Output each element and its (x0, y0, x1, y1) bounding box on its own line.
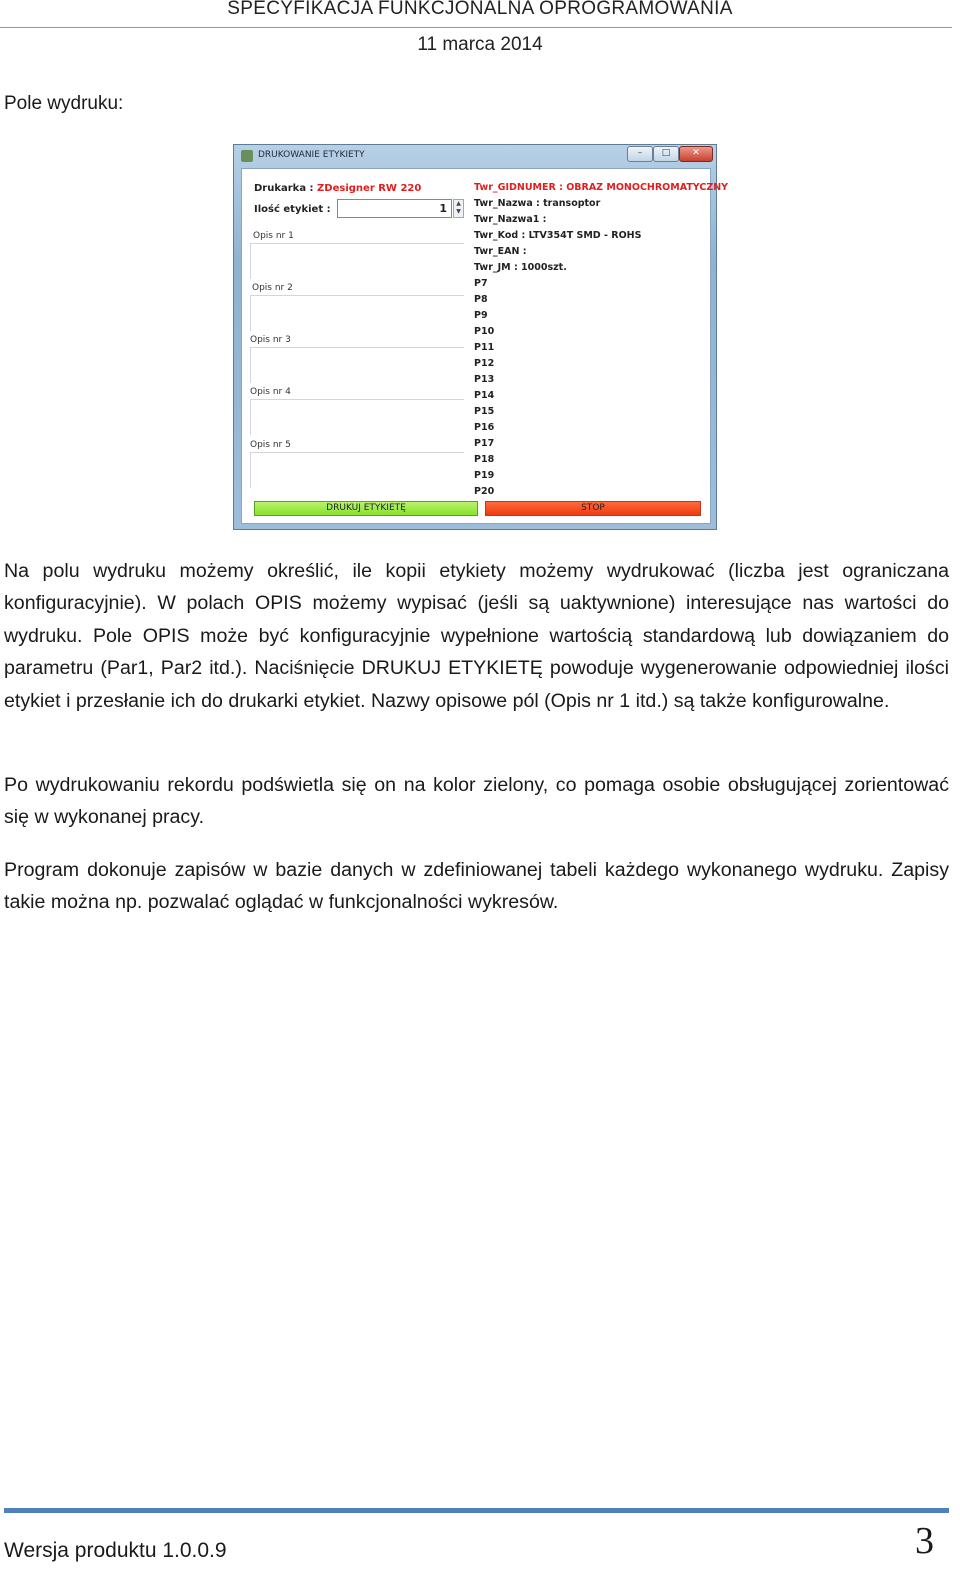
param-nazwa1: Twr_Nazwa1 : (474, 214, 547, 225)
stop-button[interactable]: STOP (485, 501, 701, 516)
paragraph-2: Po wydrukowaniu rekordu podświetla się on na kolor zielony, co pomaga osobie obsługującej zorientować się w wykonanej pracy. (4, 774, 949, 829)
param-p9: P9 (474, 310, 488, 321)
opis-label-2: Opis nr 2 (252, 283, 293, 293)
param-p19: P19 (474, 470, 495, 481)
opis-field-2[interactable] (250, 295, 464, 331)
window-title: DRUKOWANIE ETYKIETY (258, 150, 365, 160)
param-p16: P16 (474, 422, 495, 433)
param-nazwa: Twr_Nazwa : transoptor (474, 198, 601, 209)
param-gidnumer: Twr_GIDNUMER : OBRAZ MONOCHROMATYCZNY (474, 182, 729, 193)
quantity-input[interactable]: 1 (337, 199, 452, 218)
header-divider (0, 27, 952, 28)
app-icon (241, 150, 253, 162)
param-p11: P11 (474, 342, 495, 353)
opis-label-1: Opis nr 1 (253, 231, 294, 241)
page-number: 3 (915, 1520, 934, 1562)
paragraph-1: Na polu wydruku możemy określić, ile kopii etykiety możemy wydrukować (liczba jest ograniczana konfiguracyjnie). W polach OPIS możemy wypisać (jeśli są uaktywnione) interesujące nas wartości do wydruku. Pole OPIS może być konfiguracyjnie wypełnione wartością standardową lub dowiązaniem do parametru (Par1, Par2 itd.). Naciśnięcie DRUKUJ ETYKIETĘ powoduje wygenerowanie odpowiedniej ilości etykiet i przesłanie ich do drukarki etykiet. Nazwy opisowe pól (Opis nr 1 itd.) są także konfigurowalne. (4, 560, 949, 712)
param-kod: Twr_Kod : LTV354T SMD - ROHS (474, 230, 642, 241)
param-p14: P14 (474, 390, 495, 401)
print-label-window (233, 144, 729, 530)
opis-field-1[interactable] (250, 243, 464, 279)
document-date: 11 marca 2014 (417, 34, 543, 55)
maximize-button[interactable] (653, 146, 679, 162)
spin-down-icon[interactable]: ▼ (456, 208, 461, 215)
maximize-icon: □ (661, 148, 671, 158)
param-p20: P20 (474, 486, 495, 497)
product-version: Wersja produktu 1.0.0.9 (4, 1539, 227, 1562)
print-label-button[interactable]: DRUKUJ ETYKIETĘ (254, 501, 478, 516)
opis-field-5[interactable] (250, 452, 464, 488)
printer-row (254, 183, 421, 194)
param-p15: P15 (474, 406, 495, 417)
close-button[interactable] (679, 146, 713, 162)
quantity-stepper[interactable] (453, 199, 464, 218)
param-p10: P10 (474, 326, 495, 337)
printer-label: Drukarka : (254, 183, 314, 194)
close-icon: ✕ (692, 148, 700, 158)
param-p12: P12 (474, 358, 495, 369)
param-p17: P17 (474, 438, 495, 449)
param-ean: Twr_EAN : (474, 246, 527, 257)
paragraph-3: Program dokonuje zapisów w bazie danych w zdefiniowanej tabeli każdego wykonanego wydruku. Zapisy takie można np. pozwalać oglądać w funkcjonalności wykresów. (4, 859, 949, 914)
param-p18: P18 (474, 454, 495, 465)
param-p13: P13 (474, 374, 495, 385)
param-p7: P7 (474, 278, 488, 289)
printer-value: ZDesigner RW 220 (317, 183, 422, 194)
section-label: Pole wydruku: (4, 93, 124, 114)
minimize-icon: – (637, 148, 643, 158)
opis-field-3[interactable] (250, 347, 464, 383)
opis-label-5: Opis nr 5 (250, 440, 291, 450)
minimize-button[interactable] (627, 146, 653, 162)
quantity-label: Ilość etykiet : (254, 204, 331, 215)
opis-field-4[interactable] (250, 399, 464, 435)
opis-label-4: Opis nr 4 (250, 387, 291, 397)
spin-up-icon[interactable]: ▲ (456, 200, 461, 207)
footer-divider (4, 1508, 949, 1513)
document-header-title: SPECYFIKACJA FUNKCJONALNA OPROGRAMOWANIA (227, 0, 733, 19)
opis-label-3: Opis nr 3 (250, 335, 291, 345)
param-jm: Twr_JM : 1000szt. (474, 262, 567, 273)
window-titlebar (234, 145, 716, 167)
param-p8: P8 (474, 294, 488, 305)
window-client-area (241, 168, 729, 524)
